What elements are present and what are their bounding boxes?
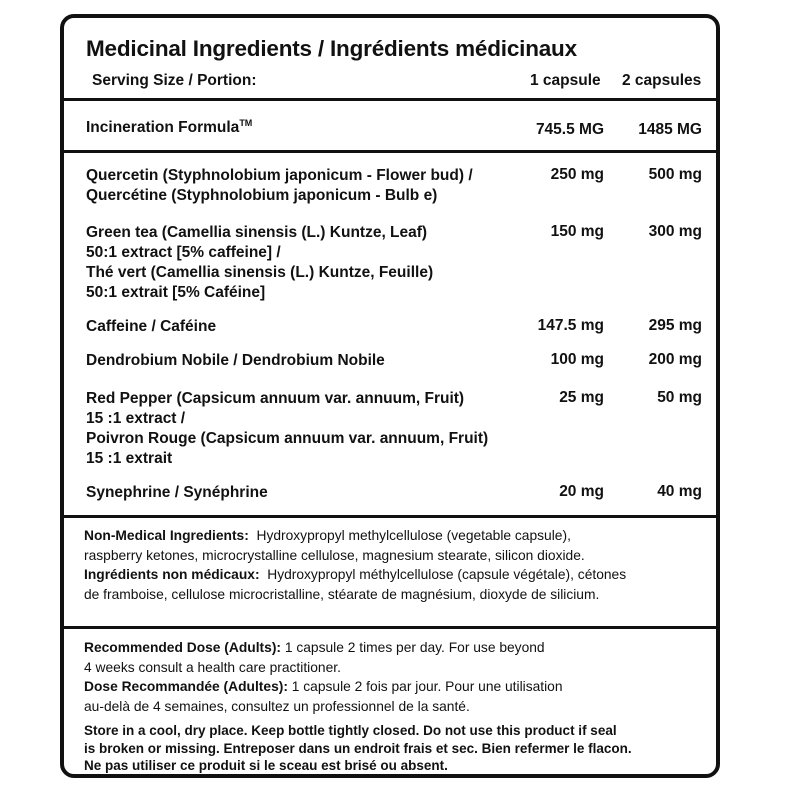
ingredient-value-1-capsule: 100 mg <box>550 351 604 368</box>
divider <box>64 515 716 518</box>
ingredient-name-line: 15 :1 extract / <box>86 410 186 427</box>
storage-instructions <box>84 722 632 775</box>
ingredient-value-2-capsules: 295 mg <box>648 317 702 334</box>
divider <box>64 98 716 101</box>
supplement-facts-panel <box>60 14 720 778</box>
ingredient-name-line: Poivron Rouge (Capsicum annuum var. annuum, Fruit) <box>86 430 489 447</box>
ingredient-name-line: 50:1 extract [5% caffeine] / <box>86 244 281 261</box>
serving-col1-header: 1 capsule <box>530 72 601 89</box>
panel-title: Medicinal Ingredients / Ingrédients médicinaux <box>86 36 577 61</box>
ingredient-value-1-capsule: 250 mg <box>550 166 604 183</box>
non-medical-label-en: Non-Medical Ingredients: <box>84 528 249 543</box>
non-medical-fr: Ingrédients non médicaux: Hydroxypropyl méthylcellulose (capsule végétale), cétones de framboise, cellulose microcristalline, stéarate de magnésium, dioxyde de silicium. <box>84 567 627 602</box>
ingredient-value-2-capsules: 40 mg <box>657 483 702 500</box>
ingredient-name-line: Caffeine / Caféine <box>86 318 217 335</box>
formula-value-1-capsule: 745.5 MG <box>535 121 604 138</box>
ingredient-name-line: Green tea (Camellia sinensis (L.) Kuntze, Leaf) <box>86 224 428 241</box>
ingredient-value-2-capsules: 50 mg <box>657 389 702 406</box>
formula-name: Incineration Formula™ <box>86 118 253 137</box>
ingredient-name <box>86 317 216 337</box>
ingredient-value-2-capsules: 300 mg <box>648 223 702 240</box>
dose-label-en: Recommended Dose (Adults): <box>84 640 282 655</box>
ingredient-value-1-capsule: 147.5 mg <box>537 317 604 334</box>
formula-value-2-capsules: 1485 MG <box>638 121 702 138</box>
divider <box>64 150 716 153</box>
non-medical-label-fr: Ingrédients non médicaux: <box>84 567 260 582</box>
storage-line: Store in a cool, dry place. Keep bottle tightly closed. Do not use this product if seal <box>84 723 617 738</box>
ingredient-name-line: Red Pepper (Capsicum annuum var. annuum, Fruit) <box>86 390 465 407</box>
ingredient-name <box>86 483 268 503</box>
ingredient-name-line: 50:1 extrait [5% Caféine] <box>86 284 266 301</box>
recommended-dose-fr: Dose Recommandée (Adultes): 1 capsule 2 fois par jour. Pour une utilisation au-delà de 4 semaines, consultez un professionnel de la santé. <box>84 679 563 714</box>
storage-line: Ne pas utiliser ce produit si le sceau est brisé ou absent. <box>84 758 448 773</box>
ingredient-value-1-capsule: 150 mg <box>550 223 604 240</box>
ingredient-name <box>86 351 385 371</box>
ingredient-name <box>86 389 488 469</box>
ingredient-value-2-capsules: 500 mg <box>648 166 702 183</box>
non-medical-en: Non-Medical Ingredients: Hydroxypropyl methylcellulose (vegetable capsule), raspberry ketones, microcrystalline cellulose, magnesium stearate, silicon dioxide. <box>84 528 585 563</box>
ingredient-value-1-capsule: 25 mg <box>559 389 604 406</box>
serving-size-label: Serving Size / Portion: <box>92 72 257 89</box>
ingredient-name-line: Synephrine / Synéphrine <box>86 484 268 501</box>
ingredient-name-line: Thé vert (Camellia sinensis (L.) Kuntze, Feuille) <box>86 264 434 281</box>
recommended-dose-en: Recommended Dose (Adults): 1 capsule 2 times per day. For use beyond 4 weeks consult a health care practitioner. <box>84 640 545 675</box>
dose-label-fr: Dose Recommandée (Adultes): <box>84 679 288 694</box>
ingredient-name <box>86 166 473 206</box>
ingredient-name-line: Quercetin (Styphnolobium japonicum - Flower bud) / <box>86 167 473 184</box>
ingredient-name-line: Quercétine (Styphnolobium japonicum - Bulb e) <box>86 187 438 204</box>
storage-line: is broken or missing. Entreposer dans un endroit frais et sec. Bien refermer le flacon. <box>84 740 632 756</box>
ingredient-name-line: 15 :1 extrait <box>86 450 173 467</box>
serving-col2-header: 2 capsules <box>622 72 702 89</box>
divider <box>64 626 716 629</box>
ingredient-value-2-capsules: 200 mg <box>648 351 702 368</box>
ingredient-value-1-capsule: 20 mg <box>559 483 604 500</box>
ingredient-name <box>86 223 433 303</box>
ingredient-name-line: Dendrobium Nobile / Dendrobium Nobile <box>86 352 385 369</box>
